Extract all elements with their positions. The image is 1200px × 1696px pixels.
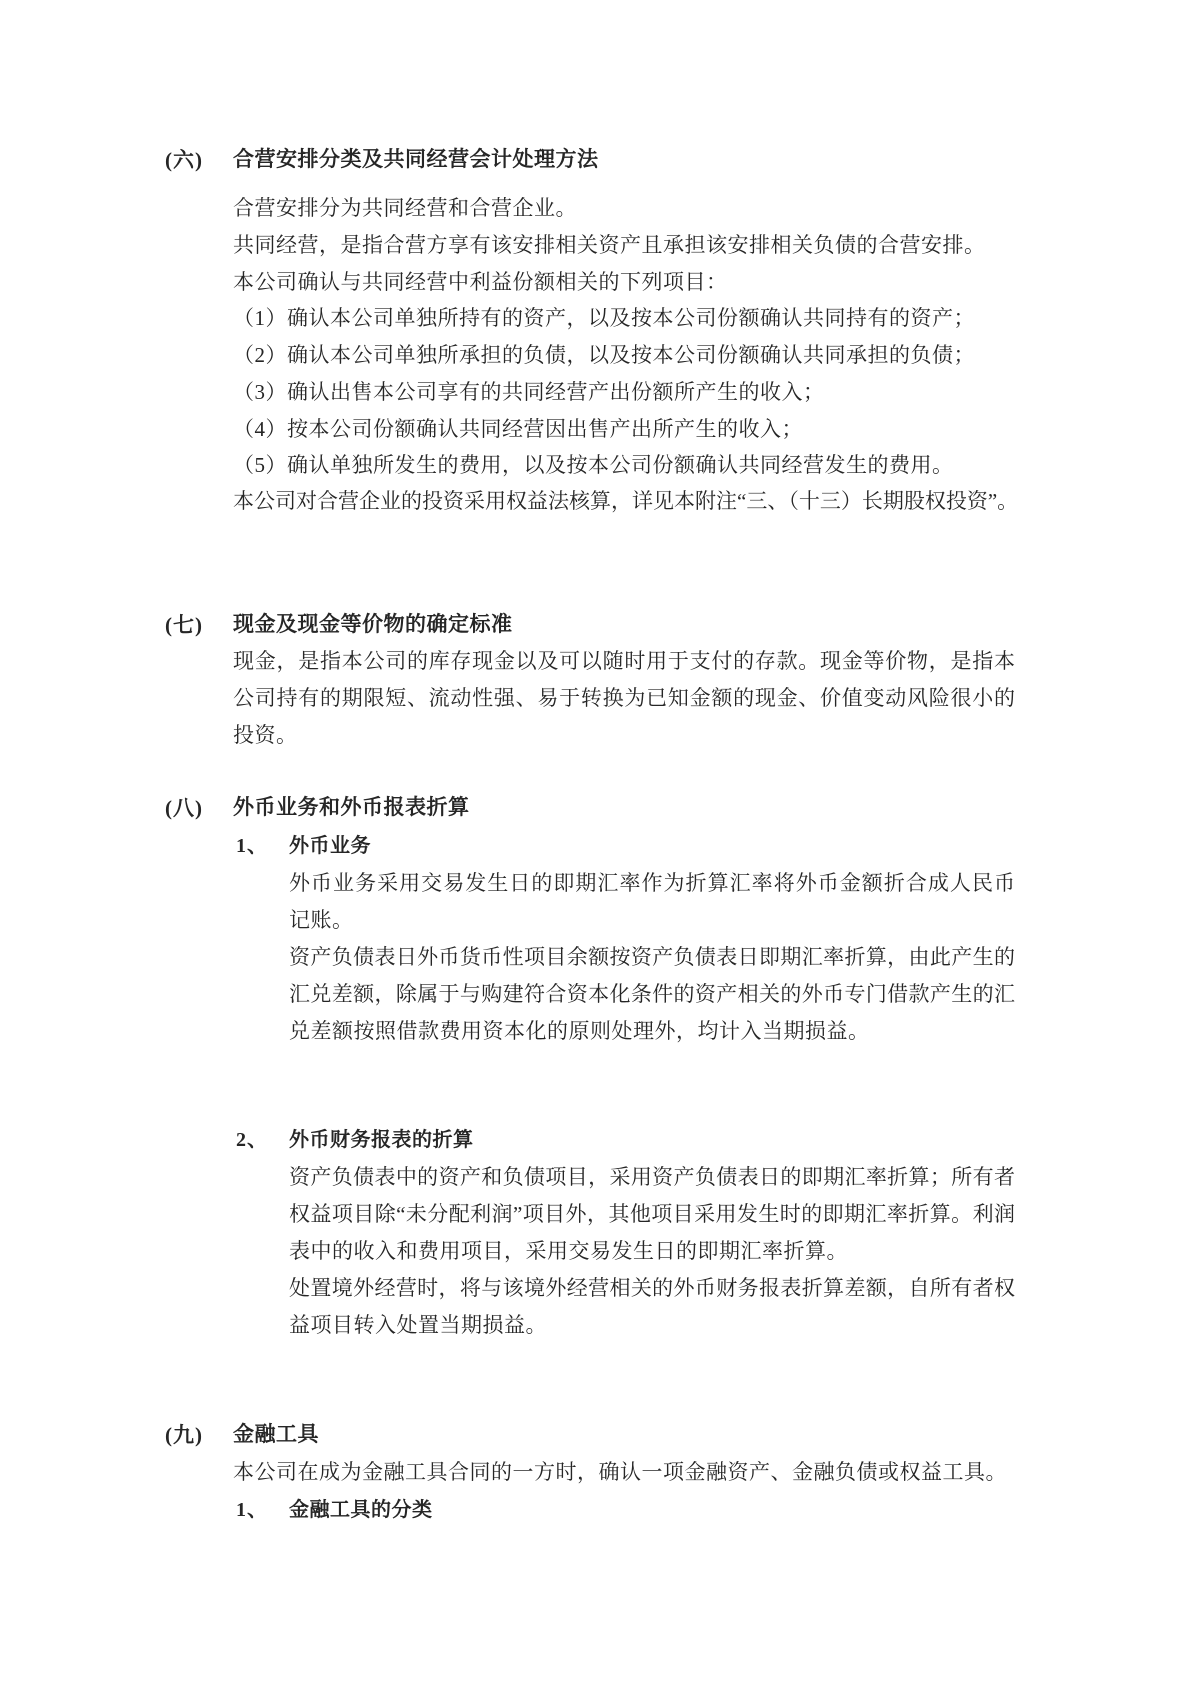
subsection-1-number: 1、 xyxy=(236,835,268,857)
paragraph-line: 本公司确认与共同经营中利益份额相关的下列项目： xyxy=(233,270,728,294)
paragraph-line: 共同经营，是指合营方享有该安排相关资产且承担该安排相关负债的合营安排。 xyxy=(233,233,986,257)
list-item: （4）按本公司份额确认共同经营因出售产出所产生的收入； xyxy=(233,417,803,441)
paragraph-line: 权益项目除“未分配利润”项目外，其他项目采用发生时的即期汇率折算。利润 xyxy=(289,1202,1015,1226)
section-8-title: 外币业务和外币报表折算 xyxy=(233,796,470,819)
section-6-title: 合营安排分类及共同经营会计处理方法 xyxy=(233,148,599,171)
section-6-label: (六) xyxy=(165,148,203,172)
paragraph-line: 汇兑差额，除属于与购建符合资本化条件的资产相关的外币专门借款产生的汇 xyxy=(289,982,1015,1006)
paragraph-line: 兑差额按照借款费用资本化的原则处理外，均计入当期损益。 xyxy=(289,1019,870,1043)
list-item: （3）确认出售本公司享有的共同经营产出份额所产生的收入； xyxy=(233,380,825,404)
paragraph-line: 资产负债表中的资产和负债项目，采用资产负债表日的即期汇率折算；所有者 xyxy=(289,1165,1015,1189)
paragraph-line: 资产负债表日外币货币性项目余额按资产负债表日即期汇率折算，由此产生的 xyxy=(289,945,1015,969)
paragraph-line: 本公司对合营企业的投资采用权益法核算，详见本附注“三、（十三）长期股权投资”。 xyxy=(233,489,1019,513)
section-7-label: (七) xyxy=(165,613,203,637)
section-9-title: 金融工具 xyxy=(233,1423,319,1446)
section-8-label: (八) xyxy=(165,796,203,820)
paragraph-line: 投资。 xyxy=(233,723,298,747)
list-item: （5）确认单独所发生的费用，以及按本公司份额确认共同经营发生的费用。 xyxy=(233,453,954,477)
section-9-label: (九) xyxy=(165,1423,203,1447)
paragraph-line: 处置境外经营时，将与该境外经营相关的外币财务报表折算差额，自所有者权 xyxy=(289,1276,1015,1300)
list-item: （1）确认本公司单独所持有的资产，以及按本公司份额确认共同持有的资产； xyxy=(233,306,975,330)
section-7-title: 现金及现金等价物的确定标准 xyxy=(233,613,513,636)
subsection-2-title: 外币财务报表的折算 xyxy=(289,1129,474,1151)
subsection-2-number: 2、 xyxy=(236,1129,268,1151)
subsection-1-title: 金融工具的分类 xyxy=(289,1499,433,1521)
list-item: （2）确认本公司单独所承担的负债，以及按本公司份额确认共同承担的负债； xyxy=(233,343,975,367)
paragraph-line: 现金，是指本公司的库存现金以及可以随时用于支付的存款。现金等价物，是指本 xyxy=(233,649,1015,673)
subsection-1-title: 外币业务 xyxy=(289,835,371,857)
subsection-1-number: 1、 xyxy=(236,1499,268,1521)
paragraph-line: 表中的收入和费用项目，采用交易发生日的即期汇率折算。 xyxy=(289,1239,848,1263)
paragraph-line: 益项目转入处置当期损益。 xyxy=(289,1313,547,1337)
paragraph-line: 记账。 xyxy=(289,908,354,932)
paragraph-line: 本公司在成为金融工具合同的一方时，确认一项金融资产、金融负债或权益工具。 xyxy=(233,1460,1007,1484)
paragraph-line: 公司持有的期限短、流动性强、易于转换为已知金额的现金、价值变动风险很小的 xyxy=(233,686,1015,710)
paragraph-line: 外币业务采用交易发生日的即期汇率作为折算汇率将外币金额折合成人民币 xyxy=(289,871,1015,895)
paragraph-line: 合营安排分为共同经营和合营企业。 xyxy=(233,196,577,220)
